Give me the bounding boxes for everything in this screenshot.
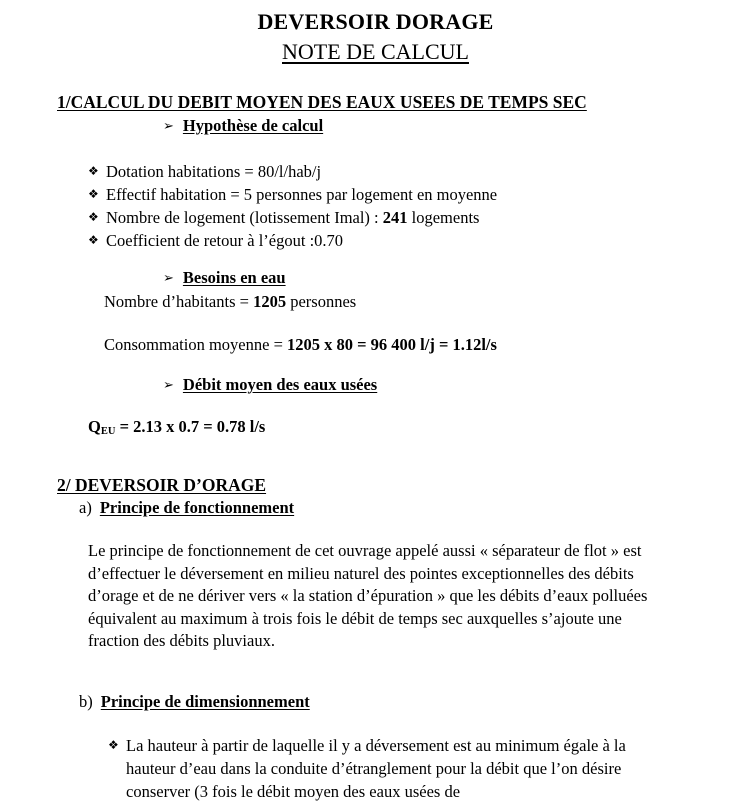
consommation-moyenne-line xyxy=(104,333,497,356)
section-2-heading xyxy=(57,474,266,496)
list-item xyxy=(88,183,497,206)
diamond-bullet-icon: ❖ xyxy=(88,210,99,224)
item-b-principe-de-dimensionnement xyxy=(79,691,310,713)
section-1-heading-text: 1/CALCUL DU DEBIT MOYEN DES EAUX USEES DE TEMPS SEC xyxy=(57,92,587,112)
list-item xyxy=(88,160,497,183)
section-2-heading-text: 2/ DEVERSOIR D’ORAGE xyxy=(57,475,267,495)
formula-expression: = 2.13 x 0.7 = 0.78 l/s xyxy=(115,417,266,436)
fonctionnement-paragraph: Le principe de fonctionnement de cet ouvrage appelé aussi « séparateur de flot » est d’effectuer le déversement en milieu naturel des pointes exceptionnelles des débits d’orage et de ne dériver vers « la station d’épuration » que les débits d’eaux polluées équivalent au maximum à trois fois le débit de temps sec auxquelles s’ajoute une fraction des débits pluviaux. xyxy=(88,541,648,650)
item-a-marker: a) xyxy=(79,498,92,517)
section-1-heading xyxy=(57,91,587,113)
arrow-bullet-icon: ➢ xyxy=(163,119,174,134)
dimensionnement-bullet xyxy=(108,734,653,803)
formula-subscript: EU xyxy=(100,426,116,437)
item-a-label: Principe de fonctionnement xyxy=(99,498,295,517)
nombre-habitants-value: 1205 xyxy=(253,292,287,311)
diamond-bullet-icon: ❖ xyxy=(88,164,99,178)
item-b-marker: b) xyxy=(79,692,93,711)
list-item-suffix: logements xyxy=(407,208,480,227)
item-b-label: Principe de dimensionnement xyxy=(100,692,310,711)
arrow-bullet-icon: ➢ xyxy=(163,271,174,286)
document-subtitle xyxy=(0,38,751,66)
hypothesis-bullet-list xyxy=(88,160,497,252)
subheading-hypothese-label: Hypothèse de calcul xyxy=(182,116,324,135)
list-item xyxy=(88,229,497,252)
formula-symbol: Q xyxy=(88,417,101,436)
subheading-debit-moyen xyxy=(163,374,377,397)
consommation-value: 1205 x 80 = 96 400 l/j = 1.12l/s xyxy=(287,335,497,354)
nombre-habitants-prefix: Nombre d’habitants = xyxy=(104,292,254,311)
list-item-value: 241 xyxy=(382,208,408,227)
nombre-habitants-line xyxy=(104,290,356,313)
document-title: DEVERSOIR DORAGE xyxy=(257,9,494,34)
list-item xyxy=(88,206,497,229)
list-item-label: Coefficient de retour à l’égout :0.70 xyxy=(106,231,344,250)
diamond-bullet-icon: ❖ xyxy=(88,233,99,247)
list-item-label: Dotation habitations = 80/l/hab/j xyxy=(106,162,322,181)
subheading-besoins-label: Besoins en eau xyxy=(182,268,286,287)
document-subtitle-text: NOTE DE CALCUL xyxy=(282,39,469,64)
item-a-principe-de-fonctionnement xyxy=(79,497,294,519)
diamond-bullet-icon: ❖ xyxy=(108,738,119,752)
subheading-debit-moyen-label: Débit moyen des eaux usées xyxy=(182,375,378,394)
nombre-habitants-suffix: personnes xyxy=(286,292,357,311)
dimensionnement-bullet-text: La hauteur à partir de laquelle il y a déversement est au minimum égale à la hauteur d’eau dans la conduite d’étranglement pour la débit que l’on désire conserver (3 fois le débit moyen des eaux usées de xyxy=(126,736,626,801)
diamond-bullet-icon: ❖ xyxy=(88,187,99,201)
consommation-prefix: Consommation moyenne = xyxy=(104,335,287,354)
subheading-hypothese-de-calcul xyxy=(163,115,323,138)
debit-formula xyxy=(88,415,265,443)
list-item-label: Effectif habitation = 5 personnes par logement en moyenne xyxy=(106,185,498,204)
subheading-besoins-en-eau xyxy=(163,267,286,290)
arrow-bullet-icon: ➢ xyxy=(163,378,174,393)
list-item-prefix: Nombre de logement (lotissement Imal) : xyxy=(106,208,383,227)
